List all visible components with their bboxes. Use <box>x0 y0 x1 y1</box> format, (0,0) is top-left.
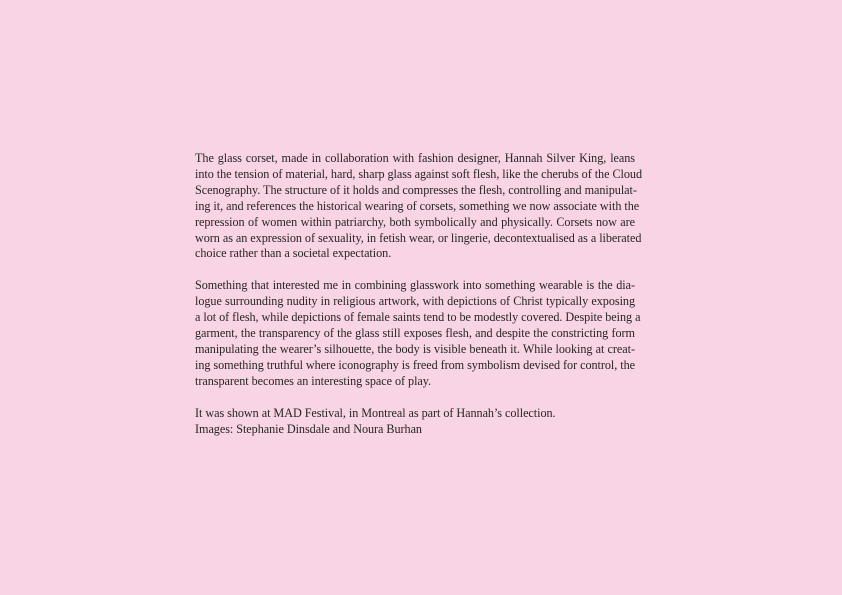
text-line: logue surrounding nudity in religious artwork, with depictions of Christ typically exposing <box>195 294 635 309</box>
caption <box>195 406 635 438</box>
text-line: garment, the transparency of the glass still exposes flesh, and despite the constricting form <box>195 326 635 341</box>
text-line: ing something truthful where iconography is freed from symbolism devised for control, the <box>195 357 635 372</box>
text-line: into the tension of material, hard, sharp glass against soft flesh, like the cherubs of the Cloud <box>195 166 642 181</box>
text-line: choice rather than a societal expectation. <box>195 246 392 261</box>
paragraph-nudity-religion <box>195 278 641 389</box>
text-line: worn as an expression of sexuality, in fetish wear, or lingerie, decontextualised as a liberated <box>195 230 642 245</box>
caption-image-credits: Images: Stephanie Dinsdale and Noura Burhan <box>195 421 422 436</box>
paragraph-gap <box>195 262 635 278</box>
text-line: repression of women within patriarchy, both symbolically and physically. Corsets now are <box>195 214 635 229</box>
text-line: The glass corset, made in collaboration with fashion designer, Hannah Silver King, leans <box>195 151 635 165</box>
text-line: manipulating the wearer’s silhouette, the body is visible beneath it. While looking at creat- <box>195 341 635 356</box>
paragraph-corset-description <box>195 151 642 262</box>
body-text <box>195 151 642 438</box>
text-line: ing it, and references the historical wearing of corsets, something we now associate with the <box>195 198 640 213</box>
paragraph-gap <box>195 390 635 406</box>
text-line: Something that interested me in combining glasswork into something wearable is the dia- <box>195 278 635 293</box>
text-line: transparent becomes an interesting space of play. <box>195 373 432 388</box>
text-line: Scenography. The structure of it holds and compresses the flesh, controlling and manipulat- <box>195 182 637 197</box>
caption-exhibition: It was shown at MAD Festival, in Montreal as part of Hannah’s collection. <box>195 405 556 420</box>
text-line: a lot of flesh, while depictions of female saints tend to be modestly covered. Despite being a <box>195 310 641 325</box>
